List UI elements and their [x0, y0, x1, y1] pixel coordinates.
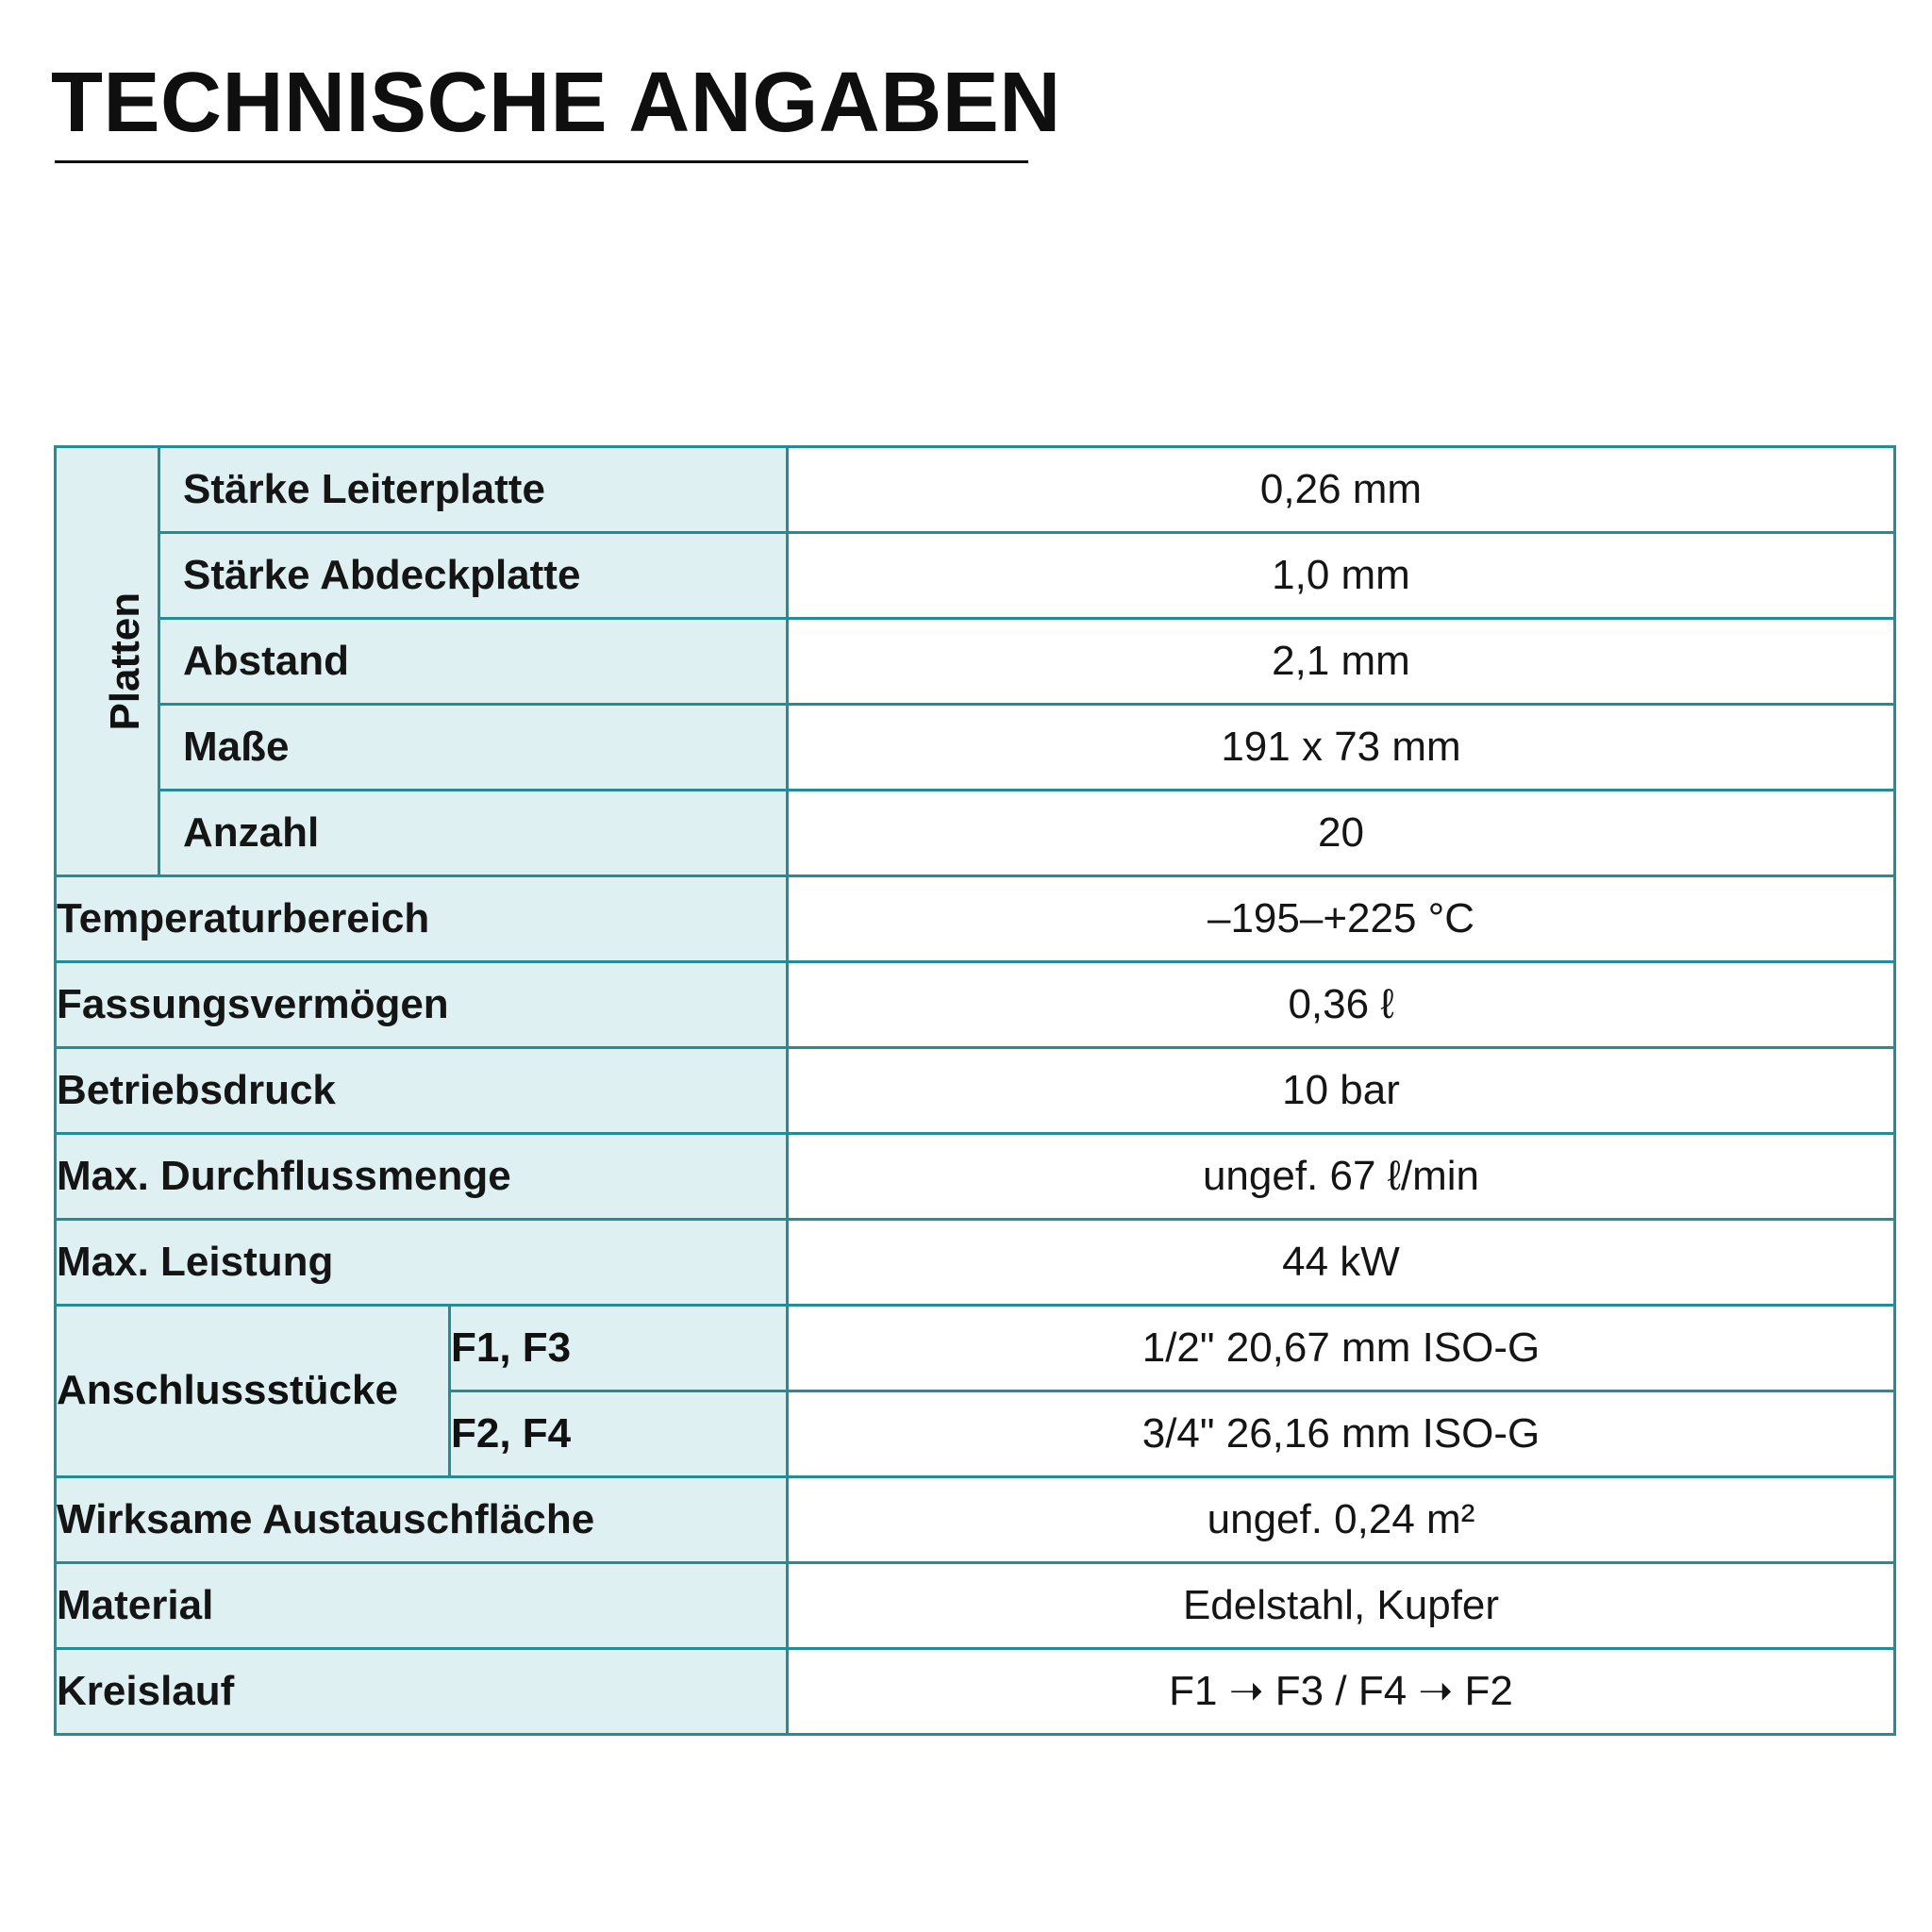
table-row	[56, 1048, 1895, 1134]
row-label: Maße	[159, 705, 788, 791]
row-label: F1, F3	[450, 1306, 788, 1391]
table-row	[56, 876, 1895, 962]
table-row	[56, 1134, 1895, 1220]
row-label: Wirksame Austauschfläche	[56, 1477, 788, 1563]
row-label: Material	[56, 1563, 788, 1649]
table-row	[56, 1477, 1895, 1563]
row-label: Temperaturbereich	[56, 876, 788, 962]
row-value: 191 x 73 mm	[788, 705, 1895, 791]
spec-table	[54, 445, 1896, 1736]
table-row	[56, 1306, 1895, 1391]
row-value: 0,36 ℓ	[788, 962, 1895, 1048]
row-label: Max. Leistung	[56, 1220, 788, 1306]
table-row	[56, 447, 1895, 533]
row-value: Edelstahl, Kupfer	[788, 1563, 1895, 1649]
table-row	[56, 962, 1895, 1048]
table-row	[56, 705, 1895, 791]
row-value: 20	[788, 791, 1895, 876]
row-label: Betriebsdruck	[56, 1048, 788, 1134]
group-label-plates	[56, 447, 159, 876]
row-value: 3/4" 26,16 mm ISO-G	[788, 1391, 1895, 1477]
row-label: Stärke Abdeckplatte	[159, 533, 788, 619]
title-underline	[55, 160, 1028, 163]
row-label: Max. Durchflussmenge	[56, 1134, 788, 1220]
row-value: ungef. 67 ℓ/min	[788, 1134, 1895, 1220]
row-label: Anzahl	[159, 791, 788, 876]
row-label: Kreislauf	[56, 1649, 788, 1735]
row-value: 44 kW	[788, 1220, 1895, 1306]
row-value: 0,26 mm	[788, 447, 1895, 533]
row-label: Fassungsvermögen	[56, 962, 788, 1048]
row-value: 1,0 mm	[788, 533, 1895, 619]
table-row	[56, 533, 1895, 619]
table-row	[56, 619, 1895, 705]
table-row	[56, 1220, 1895, 1306]
row-label: Abstand	[159, 619, 788, 705]
group-label-connections: Anschlussstücke	[56, 1306, 450, 1477]
row-value: 2,1 mm	[788, 619, 1895, 705]
group-label-text: Platten	[102, 591, 149, 731]
page-title: TECHNISCHE ANGABEN	[51, 56, 1061, 150]
row-value: –195–+225 °C	[788, 876, 1895, 962]
table-row	[56, 1649, 1895, 1735]
row-value: 1/2" 20,67 mm ISO-G	[788, 1306, 1895, 1391]
row-label: F2, F4	[450, 1391, 788, 1477]
row-label: Stärke Leiterplatte	[159, 447, 788, 533]
row-value: F1 ➝ F3 / F4 ➝ F2	[788, 1649, 1895, 1735]
row-value: 10 bar	[788, 1048, 1895, 1134]
table-row	[56, 791, 1895, 876]
row-value: ungef. 0,24 m²	[788, 1477, 1895, 1563]
table-row	[56, 1563, 1895, 1649]
